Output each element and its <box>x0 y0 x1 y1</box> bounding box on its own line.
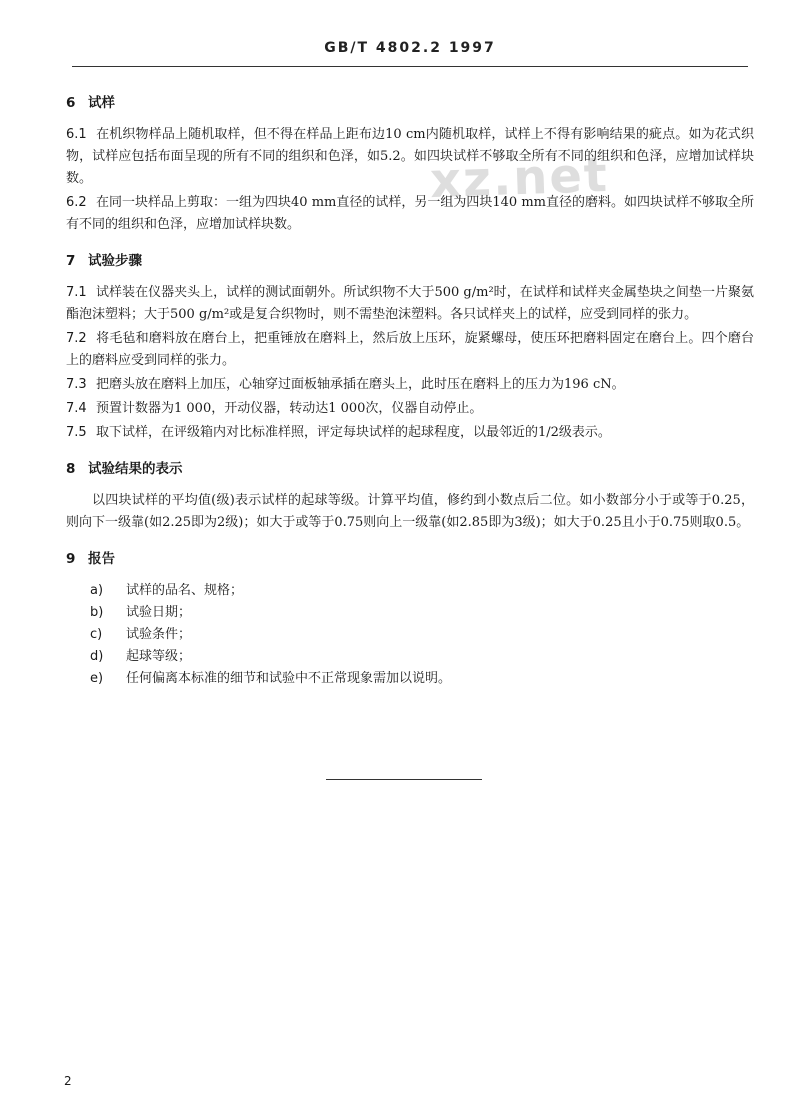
page-header: GB/T 4802.2 1997 <box>324 40 496 56</box>
section-title: 试验结果的表示 <box>88 461 183 477</box>
clause <box>66 328 754 372</box>
clause-number: 7.5 <box>66 425 87 440</box>
list-item-text: 起球等级； <box>126 649 192 664</box>
section-heading <box>66 92 754 114</box>
clause-number: 7.2 <box>66 331 87 346</box>
section-9 <box>66 548 754 690</box>
list-marker: e) <box>90 671 104 686</box>
header-rule <box>72 66 748 67</box>
section-paragraph: 以四块试样的平均值(级)表示试样的起球等级。计算平均值，修约到小数点后二位。如小数部分小于或等于0.25，则向下一级靠(如2.25即为2级)；如大于或等于0.75则向上一级靠(如2.85即为3级)；如大于0.25且小于0.75则取0.5。 <box>66 493 754 530</box>
clause <box>66 398 754 420</box>
list-marker: c) <box>90 627 103 642</box>
clause <box>66 192 754 236</box>
section-title: 报告 <box>88 551 115 567</box>
section-heading <box>66 250 754 272</box>
clause-text: 在机织物样品上随机取样，但不得在样品上距布边10 cm内随机取样，试样上不得有影响结果的疵点。如为花式织物，试样应包括布面呈现的所有不同的组织和色泽，如5.2。如四块试样不够取全所有不同的组织和色泽，应增加试样块数。 <box>66 127 754 186</box>
clause-text: 将毛毡和磨料放在磨台上，把重锤放在磨料上，然后放上压环，旋紧螺母，使压环把磨料固定在磨台上。四个磨台上的磨料应受到同样的张力。 <box>66 331 754 368</box>
section-number: 7 <box>66 253 76 269</box>
list-item <box>90 624 754 646</box>
page-number: 2 <box>64 1074 72 1088</box>
list-item-text: 试验日期； <box>126 605 192 620</box>
list-item-text: 试验条件； <box>126 627 192 642</box>
list-item <box>90 580 754 602</box>
section-8 <box>66 458 754 534</box>
end-of-document-rule <box>326 779 482 780</box>
section-title: 试验步骤 <box>88 253 142 269</box>
document-body <box>66 92 754 704</box>
clause-text: 在同一块样品上剪取：一组为四块40 mm直径的试样，另一组为四块140 mm直径的磨料。如四块试样不够取全所有不同的组织和色泽，应增加试样块数。 <box>66 195 754 232</box>
clause <box>66 374 754 396</box>
clause-number: 7.4 <box>66 401 87 416</box>
list-item-text: 任何偏离本标准的细节和试验中不正常现象需加以说明。 <box>126 671 452 686</box>
clause-number: 7.1 <box>66 285 87 300</box>
section-6 <box>66 92 754 236</box>
clause-number: 6.1 <box>66 127 87 142</box>
list-item-text: 试样的品名、规格； <box>126 583 244 598</box>
section-number: 9 <box>66 551 76 567</box>
list-item <box>90 668 754 690</box>
clause <box>66 422 754 444</box>
list-item <box>90 602 754 624</box>
section-heading <box>66 548 754 570</box>
clause <box>66 124 754 190</box>
clause-text: 试样装在仪器夹头上，试样的测试面朝外。所试织物不大于500 g/m²时，在试样和试样夹金属垫块之间垫一片聚氨酯泡沫塑料；大于500 g/m²或是复合织物时，则不需垫泡沫塑料。各只试样夹上的试样，应受到同样的张力。 <box>66 285 754 322</box>
list-marker: a) <box>90 583 104 598</box>
list-marker: d) <box>90 649 104 664</box>
section-number: 8 <box>66 461 76 477</box>
section-title: 试样 <box>88 95 115 111</box>
list-marker: b) <box>90 605 104 620</box>
report-items-list <box>66 580 754 690</box>
section-7 <box>66 250 754 444</box>
clause-text: 把磨头放在磨料上加压，心轴穿过面板轴承插在磨头上，此时压在磨料上的压力为196 cN。 <box>96 377 625 392</box>
section-number: 6 <box>66 95 76 111</box>
clause <box>66 282 754 326</box>
clause-number: 7.3 <box>66 377 87 392</box>
section-heading <box>66 458 754 480</box>
clause-number: 6.2 <box>66 195 87 210</box>
watermark: xz.net <box>429 146 610 210</box>
clause-text: 取下试样，在评级箱内对比标准样照，评定每块试样的起球程度，以最邻近的1/2级表示。 <box>96 425 611 440</box>
clause-text: 预置计数器为1 000，开动仪器，转动达1 000次，仪器自动停止。 <box>96 401 483 416</box>
list-item <box>90 646 754 668</box>
